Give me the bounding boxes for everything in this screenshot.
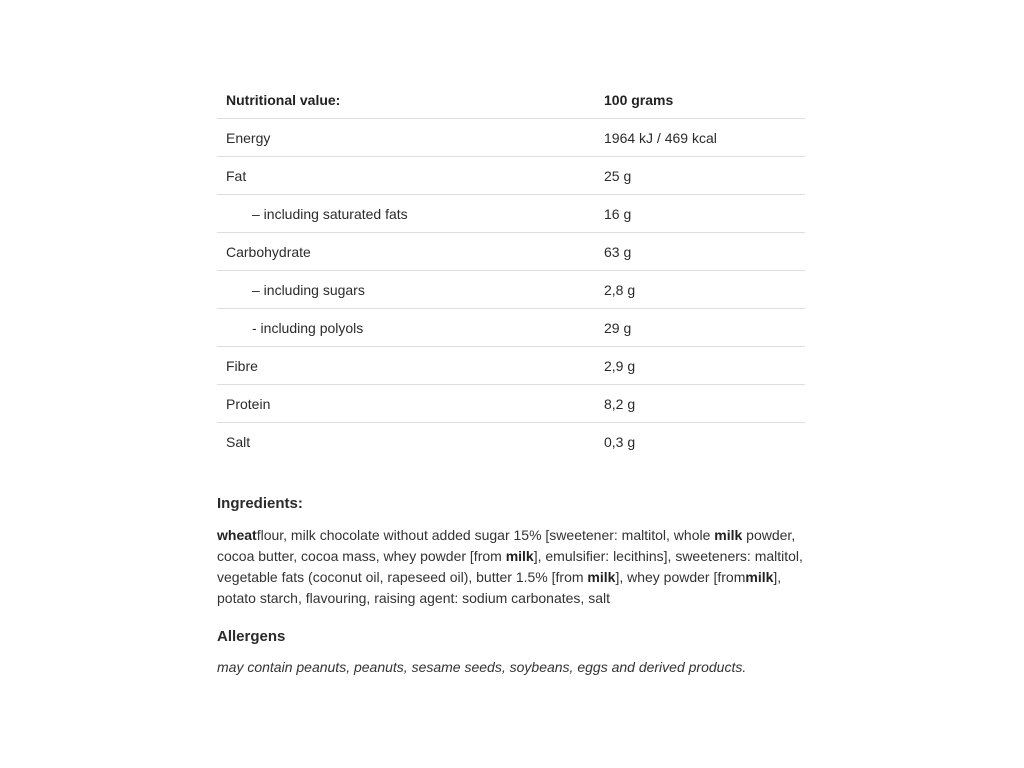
nutrition-rows [217, 119, 805, 461]
ingredient-text-segment: ], potato starch, flavouring, raising agent: sodium carbonates, salt [217, 569, 782, 606]
nutrient-value: 2,8 g [595, 271, 805, 309]
nutrient-value: 16 g [595, 195, 805, 233]
table-row [217, 157, 805, 195]
ingredient-allergen-highlight: milk [714, 527, 743, 543]
ingredient-text-segment: powder, cocoa butter, cocoa mass, whey powder [from [217, 527, 796, 564]
nutrient-label: Salt [226, 433, 251, 450]
ingredients-text [217, 525, 805, 609]
nutrient-value: 0,3 g [604, 433, 636, 450]
nutrition-header-row [217, 81, 805, 119]
nutrient-value: 2,9 g [595, 347, 805, 385]
nutrition-header-value: 100 grams [595, 81, 805, 119]
table-row [217, 423, 805, 461]
ingredient-text-segment: flour, milk chocolate without added sugar 15% [sweetener: maltitol, whole [256, 527, 715, 543]
product-info [217, 81, 805, 678]
table-row [217, 385, 805, 423]
nutrient-value: 29 g [595, 309, 805, 347]
table-row [217, 271, 805, 309]
table-row [217, 347, 805, 385]
nutrient-value: 63 g [595, 233, 805, 271]
nutrient-label: – including sugars [217, 271, 595, 309]
allergens-title: Allergens [217, 628, 286, 645]
nutrient-label: Fat [217, 157, 595, 195]
table-row [217, 233, 805, 271]
nutrient-value: 8,2 g [595, 385, 805, 423]
nutrient-label: – including saturated fats [217, 195, 595, 233]
allergens-text: may contain peanuts, peanuts, sesame seeds, soybeans, eggs and derived products. [217, 659, 747, 675]
nutrient-value: 25 g [595, 157, 805, 195]
ingredient-allergen-highlight: wheat [217, 527, 257, 543]
nutrient-label: Energy [217, 119, 595, 157]
nutrient-label: Protein [217, 385, 595, 423]
nutrient-label: Carbohydrate [217, 233, 595, 271]
nutrient-label: Fibre [217, 347, 595, 385]
table-row [217, 119, 805, 157]
nutrition-header-label: Nutritional value: [217, 81, 595, 119]
ingredient-allergen-highlight: milk [745, 569, 774, 585]
ingredient-text-segment: ], emulsifier: lecithins], sweeteners: maltitol, vegetable fats (coconut oil, rapeseed oil), butter 1.5% [from [217, 548, 803, 585]
table-row [217, 309, 805, 347]
nutrition-table [217, 81, 805, 460]
nutrient-value: 1964 kJ / 469 kcal [595, 119, 805, 157]
table-row [217, 195, 805, 233]
ingredients-title: Ingredients: [217, 495, 303, 512]
ingredient-allergen-highlight: milk [587, 569, 616, 585]
nutrient-label: - including polyols [217, 309, 595, 347]
ingredient-text-segment: ], whey powder [from [615, 569, 746, 585]
ingredient-allergen-highlight: milk [505, 548, 534, 564]
